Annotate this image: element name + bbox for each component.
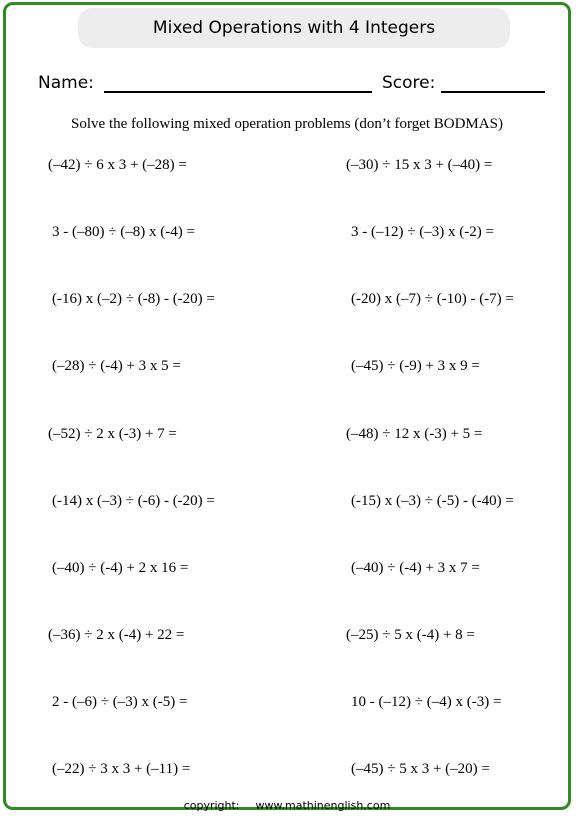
problem-right-5: (–48) ÷ 12 x (-3) + 5 =	[346, 426, 483, 442]
problem-right-6: (-15) x (–3) ÷ (-5) - (-40) =	[351, 493, 514, 509]
problem-left-8: (–36) ÷ 2 x (-4) + 22 =	[48, 627, 185, 643]
problem-right-10: (–45) ÷ 5 x 3 + (–20) =	[351, 761, 490, 777]
website-link[interactable]: www.mathinenglish.com	[255, 799, 391, 812]
problem-right-4: (–45) ÷ (-9) + 3 x 9 =	[351, 358, 480, 374]
problem-left-1: (–42) ÷ 6 x 3 + (–28) =	[48, 157, 187, 173]
score-label: Score:	[382, 73, 436, 93]
name-label: Name:	[38, 73, 94, 93]
problem-left-10: (–22) ÷ 3 x 3 + (–11) =	[52, 761, 191, 777]
instructions: Solve the following mixed operation problems (don’t forget BODMAS)	[71, 116, 503, 132]
title-text: Mixed Operations with 4 Integers	[152, 18, 436, 38]
footer	[6, 799, 568, 812]
problem-left-5: (–52) ÷ 2 x (-3) + 7 =	[48, 426, 177, 442]
problem-left-3: (-16) x (–2) ÷ (-8) - (-20) =	[52, 291, 215, 307]
problem-left-6: (-14) x (–3) ÷ (-6) - (-20) =	[52, 493, 215, 509]
name-blank-line	[104, 91, 372, 93]
problem-left-4: (–28) ÷ (-4) + 3 x 5 =	[52, 358, 181, 374]
problem-right-8: (–25) ÷ 5 x (-4) + 8 =	[346, 627, 475, 643]
problem-left-2: 3 - (–80) ÷ (–8) x (-4) =	[52, 224, 195, 240]
problem-right-3: (-20) x (–7) ÷ (-10) - (-7) =	[351, 291, 514, 307]
copyright-label: copyright:	[183, 799, 240, 812]
problem-right-9: 10 - (–12) ÷ (–4) x (-3) =	[351, 694, 502, 710]
name-score-row	[38, 69, 548, 101]
problem-right-1: (–30) ÷ 15 x 3 + (–40) =	[346, 157, 493, 173]
problem-right-2: 3 - (–12) ÷ (–3) x (-2) =	[351, 224, 494, 240]
problem-left-9: 2 - (–6) ÷ (–3) x (-5) =	[52, 694, 188, 710]
problem-left-7: (–40) ÷ (-4) + 2 x 16 =	[52, 560, 189, 576]
score-blank-line	[441, 91, 545, 93]
worksheet-title	[78, 8, 510, 48]
problem-right-7: (–40) ÷ (-4) + 3 x 7 =	[351, 560, 480, 576]
worksheet-border	[3, 2, 571, 810]
